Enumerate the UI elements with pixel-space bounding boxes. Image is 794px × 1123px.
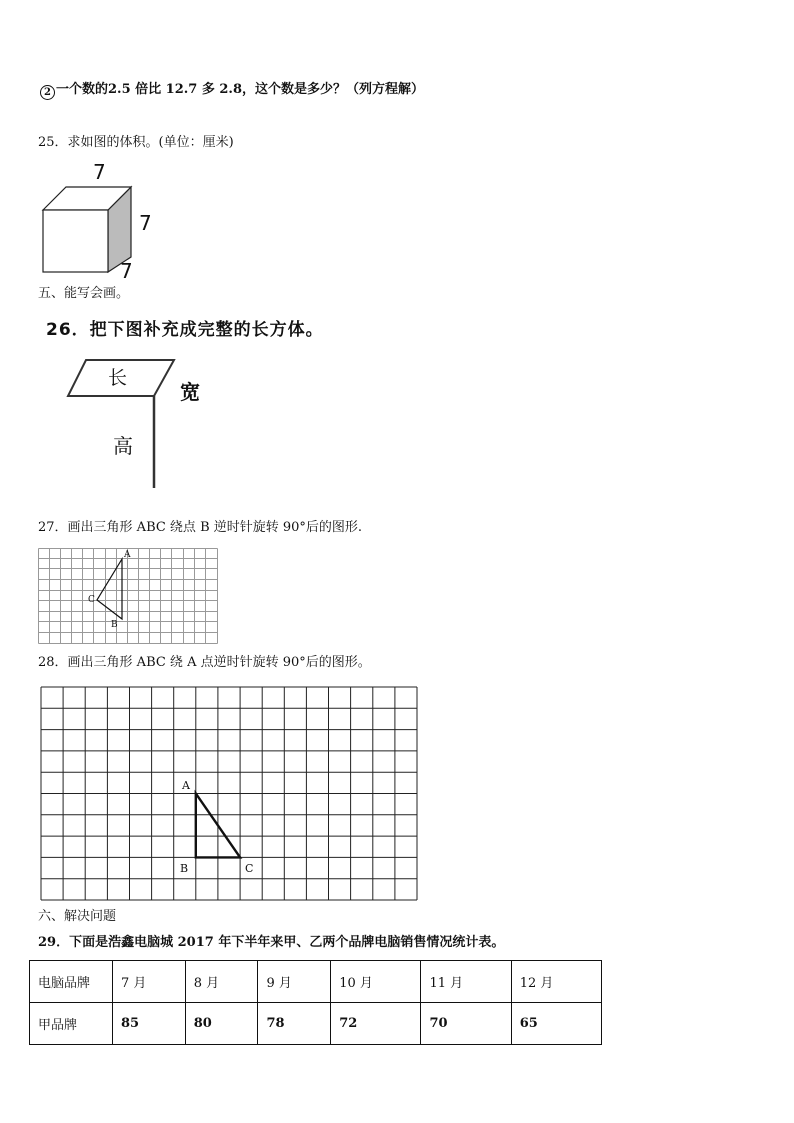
point-a-27: A xyxy=(124,550,131,560)
width-label: 宽 xyxy=(180,380,200,404)
table-header-cell: 10 月 xyxy=(331,961,421,1003)
question-29-prompt: 29．下面是浩鑫电脑城 2017 年下半年来甲、乙两个品牌电脑销售情况统计表。 xyxy=(38,935,505,950)
point-a-28: A xyxy=(182,779,190,792)
grid-28 xyxy=(40,686,420,901)
table-cell: 65 xyxy=(511,1003,601,1045)
question-28-prompt: 28．画出三角形 ABC 绕 A 点逆时针旋转 90°后的图形。 xyxy=(38,655,371,670)
cube-front-face xyxy=(43,210,108,272)
table-cell: 甲品牌 xyxy=(30,1003,113,1045)
table-header-row xyxy=(30,961,602,1003)
table-cell: 78 xyxy=(258,1003,331,1045)
circled-number: 2 xyxy=(40,85,55,100)
question-26-prompt: 26．把下图补充成完整的长方体。 xyxy=(46,320,324,340)
table-header-cell: 8 月 xyxy=(185,961,258,1003)
question-24-part-2 xyxy=(40,82,424,100)
cuboid-sketch xyxy=(64,348,224,493)
table-cell: 72 xyxy=(331,1003,421,1045)
height-label: 高 xyxy=(113,434,133,458)
cube-depth-dimension: 7 xyxy=(120,259,133,283)
point-c-27: C xyxy=(88,595,95,605)
section-5-heading: 五、能写会画。 xyxy=(38,286,130,301)
table-header-cell: 11 月 xyxy=(421,961,511,1003)
question-27-prompt: 27．画出三角形 ABC 绕点 B 逆时针旋转 90°后的图形. xyxy=(38,520,363,535)
sales-table xyxy=(29,960,602,1045)
grid-28-lines xyxy=(41,687,417,900)
point-c-28: C xyxy=(245,862,254,875)
grid-27-lines xyxy=(39,549,218,644)
table-row xyxy=(30,1003,602,1045)
grid-27 xyxy=(38,548,218,644)
point-b-28: B xyxy=(180,862,189,875)
question-25-prompt: 25．求如图的体积。(单位：厘米) xyxy=(38,135,234,150)
table-cell: 85 xyxy=(113,1003,186,1045)
table-header-cell: 12 月 xyxy=(511,961,601,1003)
question-24-part-2-text: 一个数的2.5 倍比 12.7 多 2.8，这个数是多少？（列方程解） xyxy=(56,82,424,97)
table-header-cell: 电脑品牌 xyxy=(30,961,113,1003)
table-cell: 80 xyxy=(185,1003,258,1045)
point-b-27: B xyxy=(111,620,118,630)
cube-right-dimension: 7 xyxy=(139,211,152,235)
table-header-cell: 9 月 xyxy=(258,961,331,1003)
cube-top-dimension: 7 xyxy=(93,160,106,184)
section-6-heading: 六、解决问题 xyxy=(38,909,117,924)
table-cell: 70 xyxy=(421,1003,511,1045)
table-header-cell: 7 月 xyxy=(113,961,186,1003)
length-label: 长 xyxy=(108,367,128,389)
